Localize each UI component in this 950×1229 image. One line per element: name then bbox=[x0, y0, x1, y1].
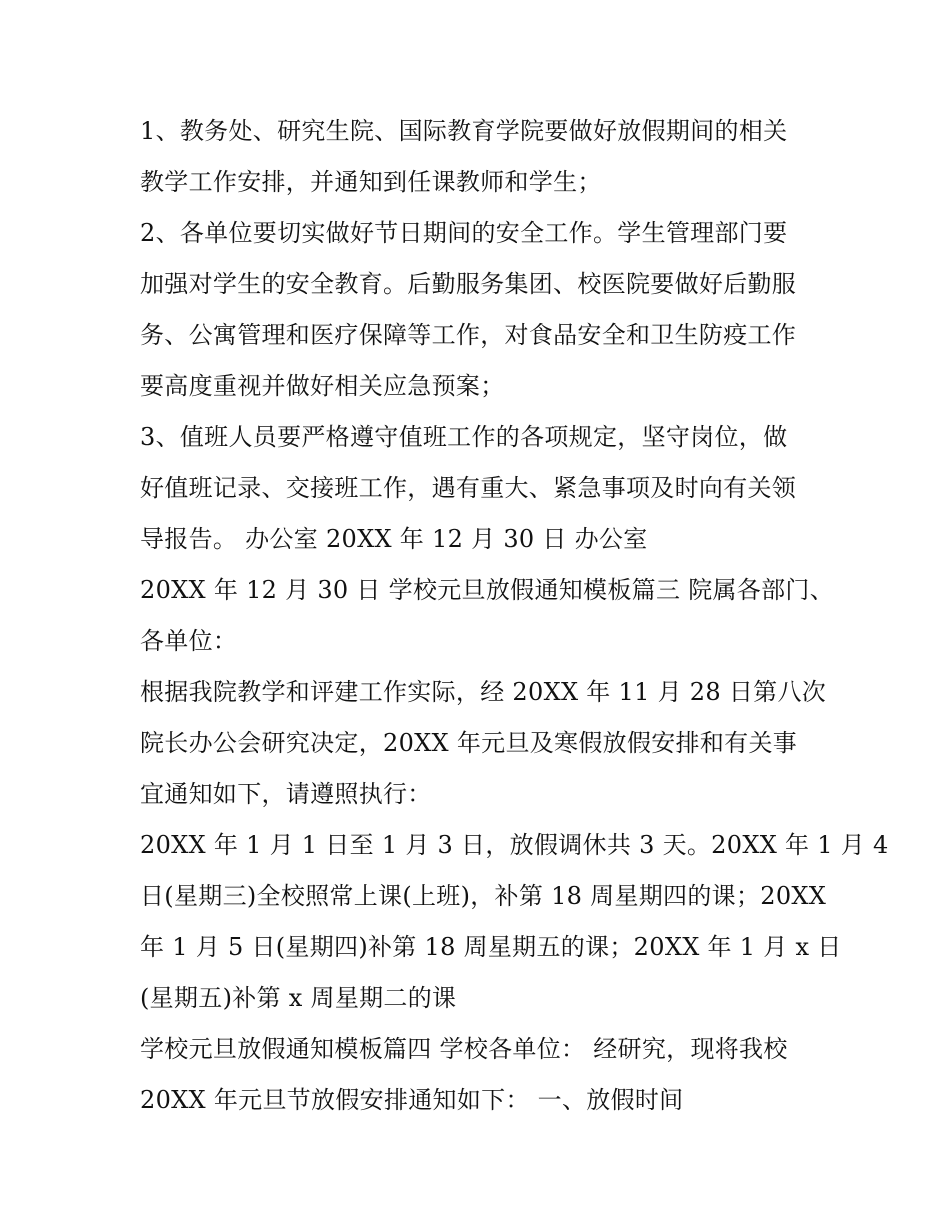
text-line: 3、值班人员要严格遵守值班工作的各项规定，坚守岗位，做 bbox=[140, 423, 788, 451]
text-line: (星期五)补第 x 周星期二的课 bbox=[140, 984, 457, 1012]
text-line: 宜通知如下，请遵照执行： bbox=[140, 780, 432, 808]
text-line: 20XX 年 1 月 1 日至 1 月 3 日，放假调休共 3 天。20XX 年 1 月 4 bbox=[140, 831, 889, 859]
text-line: 学校元旦放假通知模板篇四 学校各单位： 经研究，现将我校 bbox=[140, 1035, 788, 1063]
text-line: 院长办公会研究决定，20XX 年元旦及寒假放假安排和有关事 bbox=[140, 729, 798, 757]
text-line: 导报告。 办公室 20XX 年 12 月 30 日 办公室 bbox=[140, 525, 648, 553]
text-line: 20XX 年元旦节放假安排通知如下： 一、放假时间 bbox=[140, 1086, 684, 1114]
text-line: 好值班记录、交接班工作，遇有重大、紧急事项及时向有关领 bbox=[140, 474, 797, 502]
text-line: 教学工作安排，并通知到任课教师和学生； bbox=[140, 168, 602, 196]
text-line: 1、教务处、研究生院、国际教育学院要做好放假期间的相关 bbox=[140, 117, 788, 145]
text-line: 20XX 年 12 月 30 日 学校元旦放假通知模板篇三 院属各部门、 bbox=[140, 576, 834, 604]
text-line: 年 1 月 5 日(星期四)补第 18 周星期五的课；20XX 年 1 月 x 日 bbox=[140, 933, 842, 961]
text-line: 根据我院教学和评建工作实际，经 20XX 年 11 月 28 日第八次 bbox=[140, 678, 827, 706]
text-line: 各单位： bbox=[140, 627, 238, 655]
document-body bbox=[140, 106, 889, 1126]
text-line: 加强对学生的安全教育。后勤服务集团、校医院要做好后勤服 bbox=[140, 270, 797, 298]
text-line: 2、各单位要切实做好节日期间的安全工作。学生管理部门要 bbox=[140, 219, 788, 247]
text-line: 日(星期三)全校照常上课(上班)，补第 18 周星期四的课；20XX bbox=[140, 882, 827, 910]
text-line: 务、公寓管理和医疗保障等工作，对食品安全和卫生防疫工作 bbox=[140, 321, 797, 349]
text-line: 要高度重视并做好相关应急预案； bbox=[140, 372, 505, 400]
